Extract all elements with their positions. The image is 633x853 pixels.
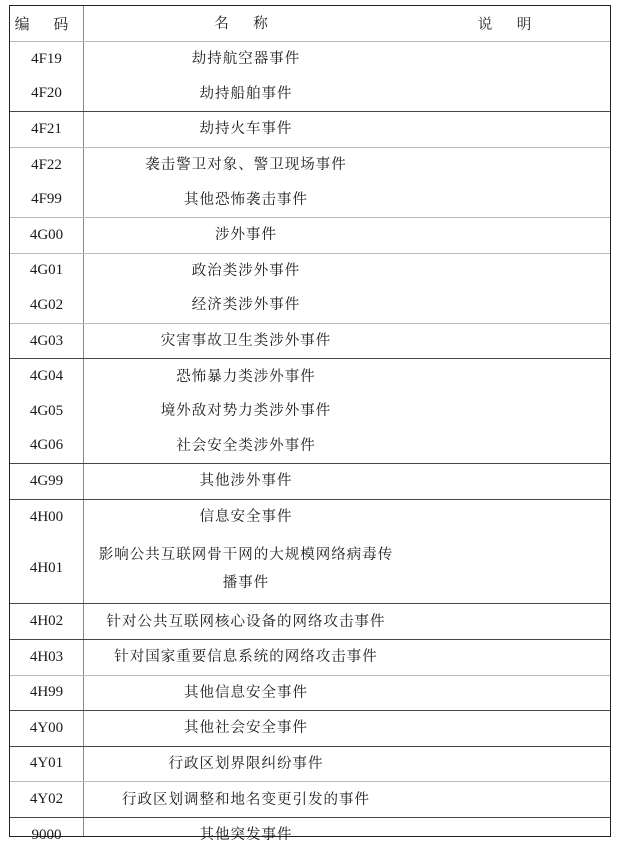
row-code: 4Y00 [29, 719, 64, 736]
table-row [10, 429, 610, 464]
table-row [10, 747, 610, 782]
row-code: 4F20 [31, 85, 62, 102]
table-row [10, 182, 610, 217]
row-code: 4H99 [29, 684, 64, 701]
table-row [10, 324, 610, 359]
row-code: 4Y02 [29, 791, 64, 808]
row-group [10, 464, 610, 500]
table-row [10, 394, 610, 429]
table-row [10, 148, 610, 183]
row-name: 其他信息安全事件 [184, 684, 308, 701]
row-name: 劫持火车事件 [199, 121, 293, 138]
row-group [10, 782, 610, 818]
row-code: 4Y01 [29, 755, 64, 772]
row-group [10, 254, 610, 324]
row-name: 社会安全类涉外事件 [176, 437, 316, 454]
table-row [10, 112, 610, 147]
row-code: 4H01 [29, 560, 64, 577]
row-code: 4G03 [29, 332, 64, 349]
row-name: 针对国家重要信息系统的网络攻击事件 [114, 649, 378, 666]
table-row [10, 500, 610, 535]
table-row [10, 604, 610, 639]
row-group [10, 500, 610, 605]
row-group [10, 604, 610, 640]
row-name: 其他社会安全事件 [184, 720, 308, 737]
row-name: 信息安全事件 [199, 509, 293, 526]
row-group [10, 818, 610, 853]
row-name: 其他涉外事件 [199, 473, 293, 490]
table-row [10, 218, 610, 253]
table-row [10, 818, 610, 853]
table-row [10, 534, 610, 603]
table-row [10, 288, 610, 323]
table-row [10, 359, 610, 394]
row-group [10, 324, 610, 360]
row-name: 恐怖暴力类涉外事件 [176, 368, 316, 385]
row-code: 4H03 [29, 648, 64, 665]
row-name: 袭击警卫对象、警卫现场事件 [145, 157, 347, 174]
row-code: 4F21 [31, 120, 62, 137]
row-code: 4G05 [29, 402, 64, 419]
event-code-table [9, 5, 611, 844]
table-row [10, 77, 610, 112]
row-code: 4G99 [29, 472, 64, 489]
row-code: 4G02 [29, 296, 64, 313]
row-name: 行政区划界限纠纷事件 [168, 755, 324, 772]
row-name: 劫持航空器事件 [191, 51, 301, 68]
table-row [10, 42, 610, 77]
row-name: 劫持船舶事件 [199, 85, 293, 102]
row-name: 其他突发事件 [199, 827, 293, 844]
row-group [10, 112, 610, 148]
row-group [10, 148, 610, 218]
table-body [10, 42, 610, 852]
row-code: 4G06 [29, 437, 64, 454]
row-group [10, 359, 610, 464]
table-row [10, 676, 610, 711]
header-name: 名 称 [214, 15, 278, 32]
header-desc: 说 明 [477, 17, 542, 33]
row-name: 经济类涉外事件 [191, 297, 301, 314]
row-group [10, 640, 610, 676]
row-group [10, 676, 610, 712]
row-name: 针对公共互联网核心设备的网络攻击事件 [106, 613, 386, 630]
row-code: 4H02 [29, 613, 64, 630]
row-code: 4H00 [29, 508, 64, 525]
table-row [10, 254, 610, 289]
row-group [10, 747, 610, 783]
row-code: 4G04 [29, 368, 64, 385]
row-code: 4F22 [31, 156, 62, 173]
header-code: 编 码 [14, 17, 79, 33]
row-group [10, 42, 610, 112]
row-name: 涉外事件 [215, 227, 277, 244]
row-name: 其他恐怖袭击事件 [184, 191, 308, 208]
table-row [10, 640, 610, 675]
table-row [10, 464, 610, 499]
row-name: 行政区划调整和地名变更引发的事件 [122, 791, 370, 808]
row-code: 4F99 [31, 191, 62, 208]
row-group [10, 711, 610, 747]
row-name: 政治类涉外事件 [191, 262, 301, 279]
row-code: 4G01 [29, 262, 64, 279]
row-code: 4G00 [29, 226, 64, 243]
row-code: 9000 [31, 826, 62, 843]
row-code: 4F19 [31, 50, 62, 67]
row-name: 境外敌对势力类涉外事件 [160, 403, 332, 420]
table-header [10, 6, 610, 42]
table-row [10, 782, 610, 817]
row-group [10, 218, 610, 254]
row-name: 灾害事故卫生类涉外事件 [160, 333, 332, 350]
table-row [10, 711, 610, 746]
row-name: 影响公共互联网骨干网的大规模网络病毒传播事件 [98, 546, 394, 591]
